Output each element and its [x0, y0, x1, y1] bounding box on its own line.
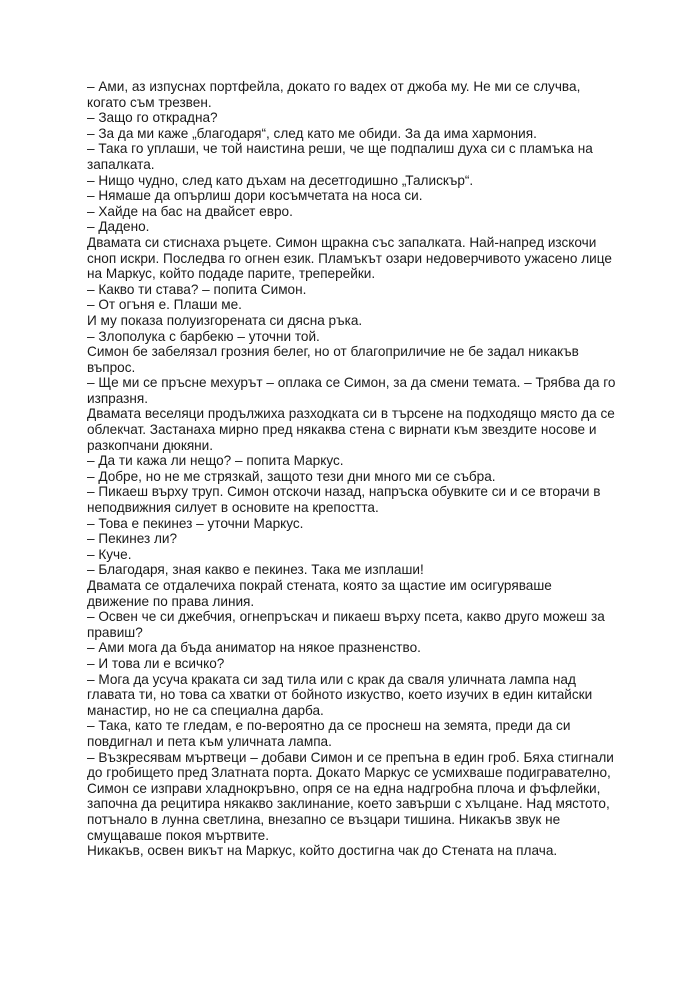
paragraph: – Защо го открадна?: [87, 110, 218, 126]
paragraph: Двамата се отдалечиха покрай стената, която за щастие им осигуряваше движение по права линия.: [87, 578, 552, 609]
paragraph: – Хайде на бас на двайсет евро.: [87, 203, 293, 219]
paragraph: И му показа полуизгорената си дясна ръка.: [87, 312, 363, 328]
paragraph: Двамата веселяци продължиха разходката си в търсене на подходящо място да се облекчат. Застанаха мирно пред някаква стена с вирнати към звездите носове и разкопчани дюкяни.: [87, 406, 615, 453]
paragraph: – Нямаше да опърлиш дори косъмчетата на носа си.: [87, 188, 423, 204]
paragraph: – Това е пекинез – уточни Маркус.: [87, 515, 304, 531]
paragraph: – Дадено.: [87, 219, 150, 235]
paragraph: – Освен че си джебчия, огнепръскач и пикаеш върху псета, какво друго можеш за правиш?: [87, 609, 605, 640]
paragraph: – Ами мога да бъда аниматор на някое празненство.: [87, 640, 421, 656]
paragraph: – Пекинез ли?: [87, 531, 178, 547]
paragraph: – За да ми каже „благодаря“, след като ме обиди. За да има хармония.: [87, 125, 537, 141]
paragraph: – От огъня е. Плаши ме.: [87, 297, 242, 313]
paragraph: – Добре, но не ме стрязкай, защото тези дни много ми се събра.: [87, 468, 496, 484]
paragraph: – Злополука с барбекю – уточни той.: [87, 328, 320, 344]
document-body: [87, 79, 617, 859]
paragraph: – Така го уплаши, че той наистина реши, че ще подпалиш духа си с пламъка на запалката.: [87, 141, 593, 172]
paragraph: – И това ли е всичко?: [87, 655, 225, 671]
paragraph: – Да ти кажа ли нещо? – попита Маркус.: [87, 453, 344, 469]
paragraph: Двамата си стиснаха ръцете. Симон щракна със запалката. Най-напред изскочи сноп искри. Последва го огнен език. Пламъкът озари недоверчивото ужасено лице на Маркус, който подаде парите, треперейки.: [87, 234, 612, 282]
paragraph: – Пикаеш върху труп. Симон отскочи назад, напръска обувките си и се вторачи в неподвижния силует в основите на крепостта.: [87, 484, 601, 516]
paragraph: – Възкресявам мъртвеци – добави Симон и се препъна в един гроб. Бяха стигнали до гробището пред Златната порта. Докато Маркус се усмихваше подигравателно, Симон се изправи хладнокръвно, опря се на една надгробна плоча и фъфлейки, започна да рецитира някакво заклинание, което завърши с хълцане. Над мястото, потънало в лунна светлина, внезапно се възцари тишина. Никакъв звук не смущаваше покоя мъртвите.: [87, 749, 614, 843]
paragraph: – Ще ми се пръсне мехурът – оплака се Симон, за да смени темата. – Трябва да го изпразня.: [87, 375, 616, 406]
paragraph: – Така, като те гледам, е по-вероятно да се проснеш на земята, преди да си повдигнал и пета към уличната лампа.: [87, 718, 571, 749]
paragraph: – Куче.: [87, 546, 132, 562]
paragraph: – Нищо чудно, след като дъхам на десетгодишно „Талискър“.: [87, 172, 474, 188]
paragraph: – Ами, аз изпуснах портфейла, докато го вадех от джоба му. Не ми се случва, когато съм трезвен.: [87, 79, 581, 110]
paragraph: Никакъв, освен викът на Маркус, който достигна чак до Стената на плача.: [87, 843, 558, 859]
paragraph: Симон бе забелязал грозния белег, но от благоприличие не бе задал никакъв въпрос.: [87, 344, 579, 375]
paragraph: – Какво ти става? – попита Симон.: [87, 281, 307, 297]
paragraph: – Благодаря, зная какво е пекинез. Така ме изплаши!: [87, 562, 424, 578]
paragraph: – Мога да усуча краката си зад тила или с крак да сваля уличната лампа над главата ти, но това са хватки от бойното изкуство, което изучих в един китайски манастир, но не са специална дарба.: [87, 671, 593, 718]
